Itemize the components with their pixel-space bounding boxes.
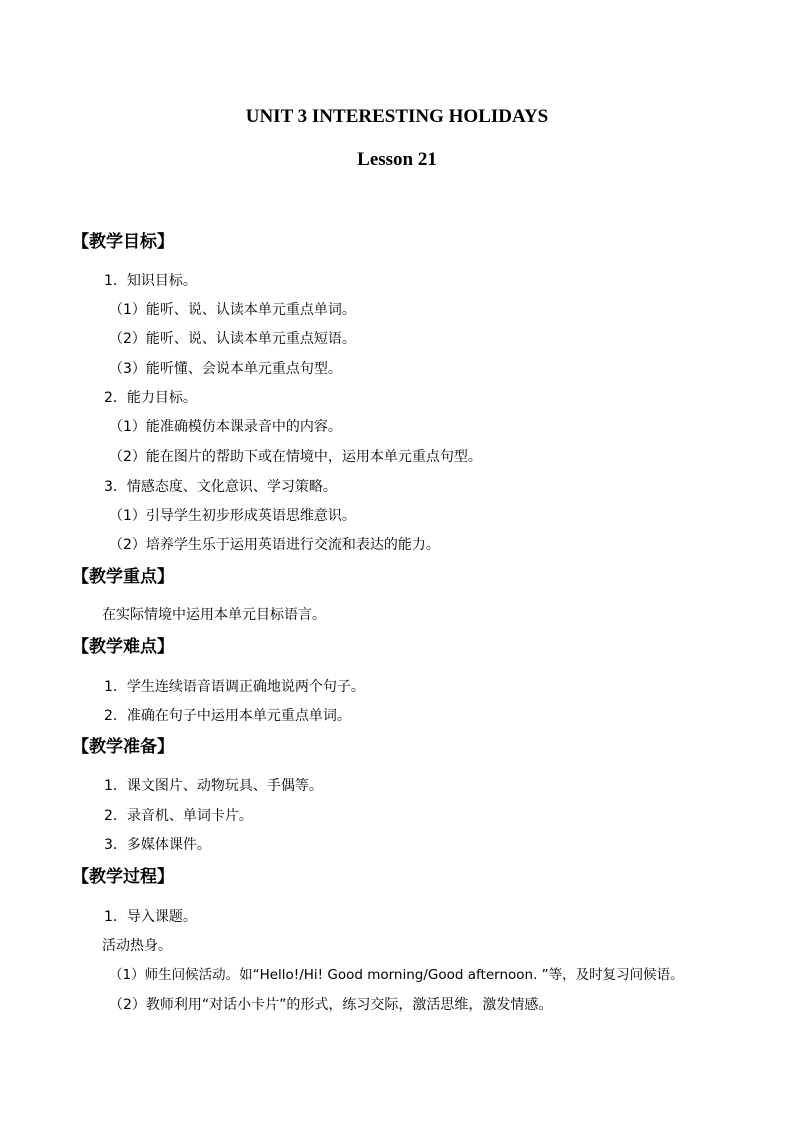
- section-heading-process: 【教学过程】: [72, 867, 174, 887]
- section-heading-preparation: 【教学准备】: [72, 737, 174, 757]
- preparation-item: 1．课文图片、动物玩具、手偶等。: [104, 778, 323, 794]
- objective-item: 3．情感态度、文化意识、学习策略。: [104, 479, 337, 495]
- process-item: （1）师生问候活动。如“Hello!/Hi! Good morning/Good afternoon. ”等，及时复习问候语。: [109, 967, 684, 983]
- objective-item: 1．知识目标。: [104, 273, 197, 289]
- objective-item: （3）能听懂、会说本单元重点句型。: [109, 361, 342, 377]
- preparation-item: 2．录音机、单词卡片。: [104, 808, 253, 824]
- objective-item: （1）引导学生初步形成英语思维意识。: [109, 508, 356, 524]
- objective-item: （2）能在图片的帮助下或在情境中，运用本单元重点句型。: [109, 449, 482, 465]
- objective-item: （2）培养学生乐于运用英语进行交流和表达的能力。: [109, 537, 440, 553]
- key-points-text: 在实际情境中运用本单元目标语言。: [102, 607, 326, 623]
- objective-item: （1）能准确模仿本课录音中的内容。: [109, 419, 342, 435]
- process-item: 1．导入课题。: [104, 909, 197, 925]
- document-subtitle: Lesson 21: [357, 149, 437, 170]
- section-heading-objectives: 【教学目标】: [72, 232, 174, 252]
- section-heading-key-points: 【教学重点】: [72, 567, 174, 587]
- objective-item: （2）能听、说、认读本单元重点短语。: [109, 331, 356, 347]
- difficulty-item: 1．学生连续语音语调正确地说两个句子。: [104, 679, 365, 695]
- process-item: 活动热身。: [102, 938, 172, 954]
- difficulty-item: 2．准确在句子中运用本单元重点单词。: [104, 708, 351, 724]
- objective-item: （1）能听、说、认读本单元重点单词。: [109, 302, 356, 318]
- preparation-item: 3．多媒体课件。: [104, 837, 211, 853]
- section-heading-difficulties: 【教学难点】: [72, 637, 174, 657]
- document-title: UNIT 3 INTERESTING HOLIDAYS: [245, 106, 549, 127]
- objective-item: 2．能力目标。: [104, 390, 197, 406]
- process-item: （2）教师利用“对话小卡片”的形式，练习交际，激活思维，激发情感。: [109, 997, 553, 1013]
